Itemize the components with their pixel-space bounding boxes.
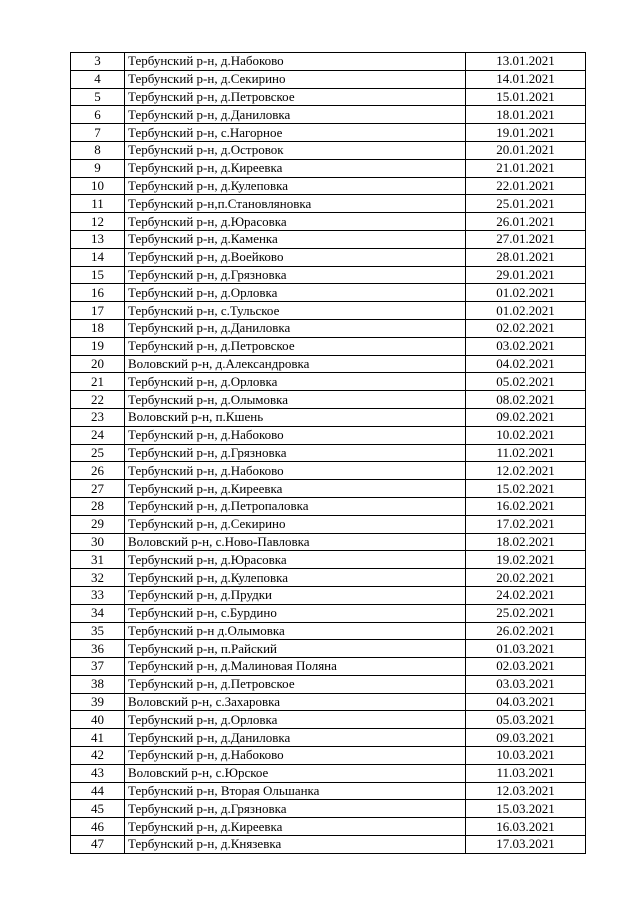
location-cell: Тербунский р-н, д.Кулеповка xyxy=(125,569,466,587)
location-cell: Тербунский р-н, д.Орловка xyxy=(125,373,466,391)
date-cell: 13.01.2021 xyxy=(466,53,586,71)
location-cell: Тербунский р-н, с.Тульское xyxy=(125,302,466,320)
table-row xyxy=(71,818,586,836)
row-number-cell: 46 xyxy=(71,818,125,836)
row-number-cell: 43 xyxy=(71,764,125,782)
table-row xyxy=(71,693,586,711)
date-cell: 11.03.2021 xyxy=(466,764,586,782)
row-number-cell: 40 xyxy=(71,711,125,729)
date-cell: 03.03.2021 xyxy=(466,675,586,693)
row-number-cell: 7 xyxy=(71,124,125,142)
location-cell: Тербунский р-н, д.Юрасовка xyxy=(125,213,466,231)
location-cell: Тербунский р-н, д.Орловка xyxy=(125,284,466,302)
date-cell: 15.02.2021 xyxy=(466,480,586,498)
row-number-cell: 23 xyxy=(71,408,125,426)
row-number-cell: 37 xyxy=(71,658,125,676)
location-cell: Тербунский р-н, д.Орловка xyxy=(125,711,466,729)
date-cell: 12.02.2021 xyxy=(466,462,586,480)
row-number-cell: 41 xyxy=(71,729,125,747)
table-row xyxy=(71,497,586,515)
table-row xyxy=(71,569,586,587)
date-cell: 17.02.2021 xyxy=(466,515,586,533)
row-number-cell: 21 xyxy=(71,373,125,391)
row-number-cell: 39 xyxy=(71,693,125,711)
row-number-cell: 32 xyxy=(71,569,125,587)
table-row xyxy=(71,213,586,231)
date-cell: 18.02.2021 xyxy=(466,533,586,551)
table-row xyxy=(71,373,586,391)
location-cell: Тербунский р-н, д.Грязновка xyxy=(125,266,466,284)
location-cell: Тербунский р-н, Вторая Ольшанка xyxy=(125,782,466,800)
row-number-cell: 45 xyxy=(71,800,125,818)
table-row xyxy=(71,729,586,747)
table-row xyxy=(71,533,586,551)
table-row xyxy=(71,302,586,320)
table-row xyxy=(71,675,586,693)
table-row xyxy=(71,515,586,533)
row-number-cell: 30 xyxy=(71,533,125,551)
row-number-cell: 47 xyxy=(71,836,125,854)
location-cell: Тербунский р-н, д.Петровское xyxy=(125,675,466,693)
row-number-cell: 38 xyxy=(71,675,125,693)
table-row xyxy=(71,640,586,658)
location-cell: Тербунский р-н, д.Олымовка xyxy=(125,391,466,409)
row-number-cell: 6 xyxy=(71,106,125,124)
row-number-cell: 31 xyxy=(71,551,125,569)
date-cell: 22.01.2021 xyxy=(466,177,586,195)
location-cell: Тербунский р-н, д.Грязновка xyxy=(125,444,466,462)
date-cell: 03.02.2021 xyxy=(466,337,586,355)
table-row xyxy=(71,106,586,124)
row-number-cell: 22 xyxy=(71,391,125,409)
location-cell: Тербунский р-н, д.Набоково xyxy=(125,747,466,765)
location-cell: Тербунский р-н, д.Киреевка xyxy=(125,159,466,177)
location-cell: Тербунский р-н, д.Киреевка xyxy=(125,818,466,836)
table-row xyxy=(71,480,586,498)
row-number-cell: 35 xyxy=(71,622,125,640)
date-cell: 18.01.2021 xyxy=(466,106,586,124)
row-number-cell: 5 xyxy=(71,88,125,106)
table-row xyxy=(71,70,586,88)
row-number-cell: 9 xyxy=(71,159,125,177)
row-number-cell: 25 xyxy=(71,444,125,462)
row-number-cell: 36 xyxy=(71,640,125,658)
table-row xyxy=(71,355,586,373)
date-cell: 10.02.2021 xyxy=(466,426,586,444)
table-row xyxy=(71,426,586,444)
date-cell: 09.03.2021 xyxy=(466,729,586,747)
table-row xyxy=(71,800,586,818)
date-cell: 20.02.2021 xyxy=(466,569,586,587)
location-cell: Тербунский р-н, д.Секирино xyxy=(125,515,466,533)
location-cell: Тербунский р-н, д.Петропаловка xyxy=(125,497,466,515)
row-number-cell: 34 xyxy=(71,604,125,622)
row-number-cell: 8 xyxy=(71,141,125,159)
date-cell: 21.01.2021 xyxy=(466,159,586,177)
date-cell: 19.01.2021 xyxy=(466,124,586,142)
location-cell: Воловский р-н, с.Захаровка xyxy=(125,693,466,711)
date-cell: 19.02.2021 xyxy=(466,551,586,569)
row-number-cell: 3 xyxy=(71,53,125,71)
row-number-cell: 16 xyxy=(71,284,125,302)
location-cell: Тербунский р-н, д.Киреевка xyxy=(125,480,466,498)
row-number-cell: 42 xyxy=(71,747,125,765)
location-cell: Тербунский р-н,п.Становляновка xyxy=(125,195,466,213)
row-number-cell: 18 xyxy=(71,319,125,337)
table-row xyxy=(71,284,586,302)
table-row xyxy=(71,782,586,800)
row-number-cell: 11 xyxy=(71,195,125,213)
row-number-cell: 17 xyxy=(71,302,125,320)
location-cell: Тербунский р-н, п.Райский xyxy=(125,640,466,658)
date-cell: 26.01.2021 xyxy=(466,213,586,231)
date-cell: 04.03.2021 xyxy=(466,693,586,711)
location-cell: Тербунский р-н, д.Набоково xyxy=(125,426,466,444)
location-cell: Воловский р-н, д.Александровка xyxy=(125,355,466,373)
table-row xyxy=(71,836,586,854)
table-row xyxy=(71,141,586,159)
location-cell: Тербунский р-н, д.Петровское xyxy=(125,337,466,355)
row-number-cell: 15 xyxy=(71,266,125,284)
row-number-cell: 10 xyxy=(71,177,125,195)
table-row xyxy=(71,88,586,106)
date-cell: 15.03.2021 xyxy=(466,800,586,818)
row-number-cell: 13 xyxy=(71,230,125,248)
location-cell: Тербунский р-н, д.Даниловка xyxy=(125,729,466,747)
location-cell: Тербунский р-н, д.Даниловка xyxy=(125,106,466,124)
location-cell: Тербунский р-н, д.Секирино xyxy=(125,70,466,88)
location-cell: Тербунский р-н, с.Бурдино xyxy=(125,604,466,622)
table-row xyxy=(71,319,586,337)
location-cell: Тербунский р-н, д.Каменка xyxy=(125,230,466,248)
location-cell: Тербунский р-н, д.Князевка xyxy=(125,836,466,854)
row-number-cell: 33 xyxy=(71,586,125,604)
location-cell: Тербунский р-н, д.Даниловка xyxy=(125,319,466,337)
date-cell: 10.03.2021 xyxy=(466,747,586,765)
date-cell: 25.02.2021 xyxy=(466,604,586,622)
row-number-cell: 44 xyxy=(71,782,125,800)
table-row xyxy=(71,177,586,195)
date-cell: 05.03.2021 xyxy=(466,711,586,729)
row-number-cell: 28 xyxy=(71,497,125,515)
table-row xyxy=(71,747,586,765)
location-cell: Тербунский р-н д.Олымовка xyxy=(125,622,466,640)
table-row xyxy=(71,586,586,604)
date-cell: 26.02.2021 xyxy=(466,622,586,640)
table-row xyxy=(71,622,586,640)
date-cell: 16.02.2021 xyxy=(466,497,586,515)
location-cell: Тербунский р-н, с.Нагорное xyxy=(125,124,466,142)
date-cell: 12.03.2021 xyxy=(466,782,586,800)
date-cell: 17.03.2021 xyxy=(466,836,586,854)
table-row xyxy=(71,658,586,676)
table-row xyxy=(71,248,586,266)
table-row xyxy=(71,391,586,409)
location-cell: Воловский р-н, с.Ново-Павловка xyxy=(125,533,466,551)
date-cell: 04.02.2021 xyxy=(466,355,586,373)
date-cell: 01.03.2021 xyxy=(466,640,586,658)
schedule-table-body xyxy=(71,53,586,854)
location-cell: Тербунский р-н, д.Юрасовка xyxy=(125,551,466,569)
date-cell: 11.02.2021 xyxy=(466,444,586,462)
row-number-cell: 20 xyxy=(71,355,125,373)
row-number-cell: 24 xyxy=(71,426,125,444)
date-cell: 16.03.2021 xyxy=(466,818,586,836)
table-row xyxy=(71,444,586,462)
location-cell: Тербунский р-н, д.Воейково xyxy=(125,248,466,266)
table-row xyxy=(71,195,586,213)
location-cell: Тербунский р-н, д.Набоково xyxy=(125,53,466,71)
date-cell: 01.02.2021 xyxy=(466,284,586,302)
schedule-table xyxy=(70,52,586,854)
table-row xyxy=(71,124,586,142)
row-number-cell: 4 xyxy=(71,70,125,88)
date-cell: 15.01.2021 xyxy=(466,88,586,106)
date-cell: 09.02.2021 xyxy=(466,408,586,426)
table-row xyxy=(71,159,586,177)
table-row xyxy=(71,462,586,480)
date-cell: 27.01.2021 xyxy=(466,230,586,248)
date-cell: 25.01.2021 xyxy=(466,195,586,213)
date-cell: 01.02.2021 xyxy=(466,302,586,320)
table-row xyxy=(71,337,586,355)
location-cell: Тербунский р-н, д.Петровское xyxy=(125,88,466,106)
table-row xyxy=(71,408,586,426)
location-cell: Тербунский р-н, д.Островок xyxy=(125,141,466,159)
location-cell: Тербунский р-н, д.Набоково xyxy=(125,462,466,480)
date-cell: 02.03.2021 xyxy=(466,658,586,676)
date-cell: 02.02.2021 xyxy=(466,319,586,337)
row-number-cell: 14 xyxy=(71,248,125,266)
location-cell: Воловский р-н, п.Кшень xyxy=(125,408,466,426)
location-cell: Воловский р-н, с.Юрское xyxy=(125,764,466,782)
location-cell: Тербунский р-н, д.Прудки xyxy=(125,586,466,604)
row-number-cell: 12 xyxy=(71,213,125,231)
date-cell: 14.01.2021 xyxy=(466,70,586,88)
date-cell: 24.02.2021 xyxy=(466,586,586,604)
table-row xyxy=(71,551,586,569)
date-cell: 08.02.2021 xyxy=(466,391,586,409)
location-cell: Тербунский р-н, д.Кулеповка xyxy=(125,177,466,195)
row-number-cell: 26 xyxy=(71,462,125,480)
row-number-cell: 29 xyxy=(71,515,125,533)
row-number-cell: 27 xyxy=(71,480,125,498)
date-cell: 05.02.2021 xyxy=(466,373,586,391)
date-cell: 29.01.2021 xyxy=(466,266,586,284)
table-row xyxy=(71,266,586,284)
table-row xyxy=(71,230,586,248)
location-cell: Тербунский р-н, д.Малиновая Поляна xyxy=(125,658,466,676)
table-row xyxy=(71,604,586,622)
table-row xyxy=(71,764,586,782)
row-number-cell: 19 xyxy=(71,337,125,355)
location-cell: Тербунский р-н, д.Грязновка xyxy=(125,800,466,818)
date-cell: 28.01.2021 xyxy=(466,248,586,266)
table-row xyxy=(71,711,586,729)
date-cell: 20.01.2021 xyxy=(466,141,586,159)
table-row xyxy=(71,53,586,71)
